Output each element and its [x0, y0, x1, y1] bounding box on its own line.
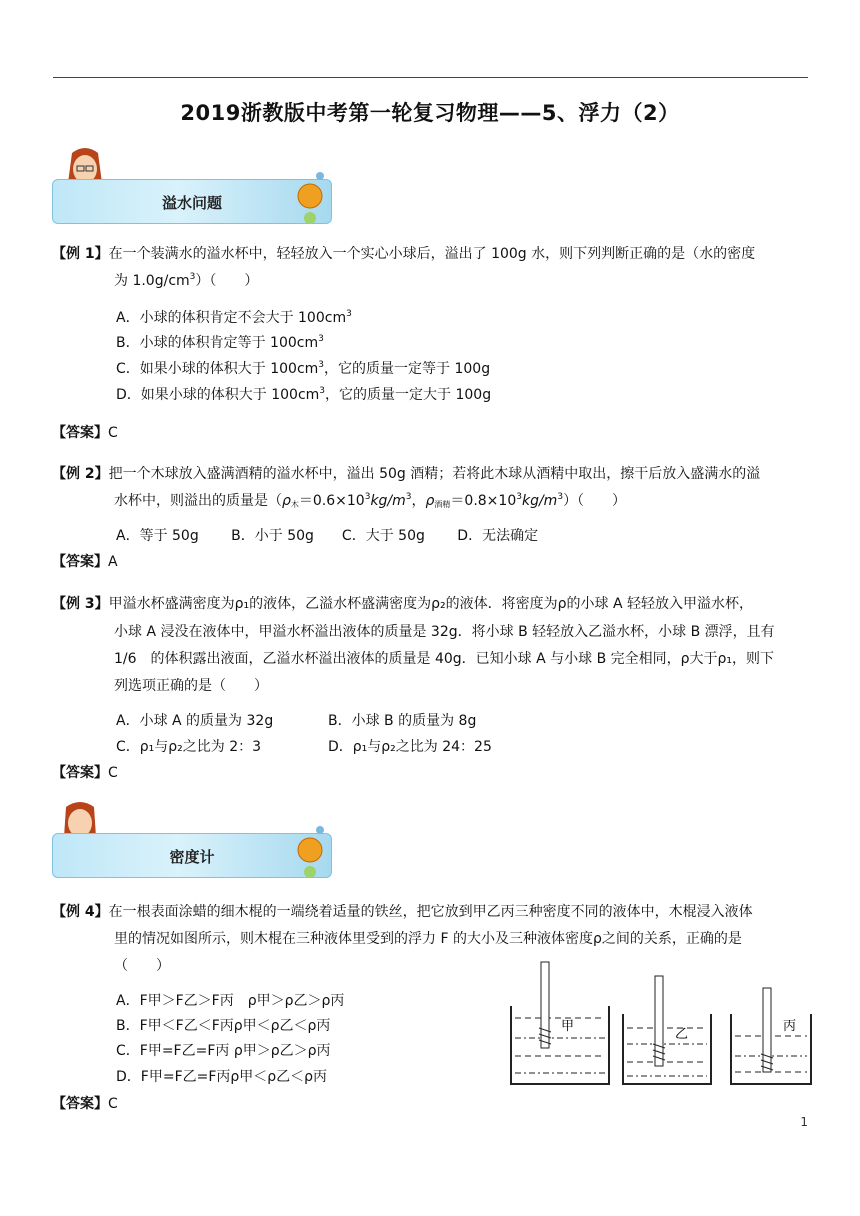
- option-c: C．F甲=F乙=F丙 ρ甲＞ρ乙＞ρ丙: [116, 1043, 331, 1059]
- ornament-icon: [290, 822, 330, 880]
- question-2-line2: 水杯中，则溢出的质量是（$\rho_木=0.6\times 10^3kg/m^3$，$\rho_{酒精}=0.8\times 10^3kg/m^3$）（ ）: [114, 492, 627, 509]
- option-a: A．F甲＞F乙＞F丙 ρ甲＞ρ乙＞ρ丙: [116, 993, 345, 1009]
- page-number: 1: [800, 1115, 808, 1129]
- question-3-line3: 1/6 的体积露出液面，乙溢水杯溢出液体的质量是 40g．已知小球 A 与小球 B 完全相同，ρ大于ρ₁，则下: [114, 651, 775, 667]
- beaker-diagram: [505, 958, 815, 1090]
- answer-2: 【答案】A: [52, 554, 118, 570]
- question-tag: 【例 1】: [52, 246, 109, 262]
- option-d: D．ρ₁与ρ₂之比为 24：25: [328, 739, 492, 755]
- beaker-label: 乙: [675, 1027, 689, 1042]
- option-d: D．如果小球的体积大于 $100cm^3$，它的质量一定大于 100g: [116, 386, 492, 403]
- answer-3: 【答案】C: [52, 765, 118, 781]
- question-4: 【例 4】在一根表面涂蜡的细木棍的一端绕着适量的铁丝，把它放到甲乙丙三种密度不同的液体中，木棍浸入液体: [52, 904, 753, 920]
- question-3-line2: 小球 A 浸没在液体中，甲溢水杯溢出液体的质量是 32g．将小球 B 轻轻放入乙溢水杯，小球 B 漂浮，且有: [114, 624, 775, 640]
- option-b: B．F甲＜F乙＜F丙ρ甲＜ρ乙＜ρ丙: [116, 1018, 331, 1034]
- beaker-label: 丙: [783, 1019, 797, 1034]
- section-title-hydrometer: 密度计: [169, 848, 215, 866]
- question-3-line4: 列选项正确的是（ ）: [114, 678, 268, 694]
- ornament-icon: [290, 168, 330, 226]
- question-tag: 【例 2】: [52, 466, 109, 482]
- question-1-line2: 为 $1.0g/cm^3$）（ ）: [114, 272, 259, 289]
- beaker-jia: [511, 962, 609, 1084]
- option-b: B．小球 B 的质量为 8g: [328, 713, 477, 729]
- beaker-label: 甲: [561, 1019, 575, 1034]
- option-a: A．小球的体积肯定不会大于 $100cm^3$: [116, 309, 352, 326]
- question-2-options: A．等于 50g B．小于 50g C．大于 50g D．无法确定: [116, 528, 539, 544]
- beaker-bing: [731, 988, 811, 1084]
- header-rule: [53, 77, 808, 78]
- question-3: 【例 3】甲溢水杯盛满密度为ρ₁的液体，乙溢水杯盛满密度为ρ₂的液体．将密度为ρ的小球 A 轻轻放入甲溢水杯，: [52, 596, 753, 612]
- option-a: A．小球 A 的质量为 32g: [116, 713, 274, 729]
- answer-1: 【答案】C: [52, 425, 118, 441]
- beaker-yi: [623, 976, 711, 1084]
- section-title-overflow: 溢水问题: [161, 194, 222, 212]
- question-4-line2: 里的情况如图所示，则木棍在三种液体里受到的浮力 F 的大小及三种液体密度ρ之间的关系，正确的是: [114, 931, 742, 947]
- page-title: 2019浙教版中考第一轮复习物理——5、浮力（2）: [180, 101, 680, 125]
- question-text: 把一个木球放入盛满酒精的溢水杯中，溢出 50g 酒精；若将此木球从酒精中取出，擦干后放入盛满水的溢: [108, 466, 761, 482]
- question-4-line3: （ ）: [114, 958, 170, 974]
- answer-4: 【答案】C: [52, 1096, 118, 1112]
- option-d: D．F甲=F乙=F丙ρ甲＜ρ乙＜ρ丙: [116, 1069, 328, 1085]
- question-text: ）（ ）: [195, 273, 259, 289]
- option-c: C．如果小球的体积大于 $100cm^3$，它的质量一定等于 100g: [116, 360, 491, 377]
- question-1: [52, 241, 755, 267]
- option-b: B．小球的体积肯定等于 $100cm^3$: [116, 334, 324, 351]
- question-text: 在一个装满水的溢水杯中，轻轻放入一个实心小球后，溢出了 100g 水，则下列判断正确的是（水的密度: [108, 246, 756, 262]
- question-text: 为 1.0g/cm: [114, 273, 190, 289]
- option-c: C．ρ₁与ρ₂之比为 2：3: [116, 739, 262, 755]
- question-2: [52, 461, 760, 487]
